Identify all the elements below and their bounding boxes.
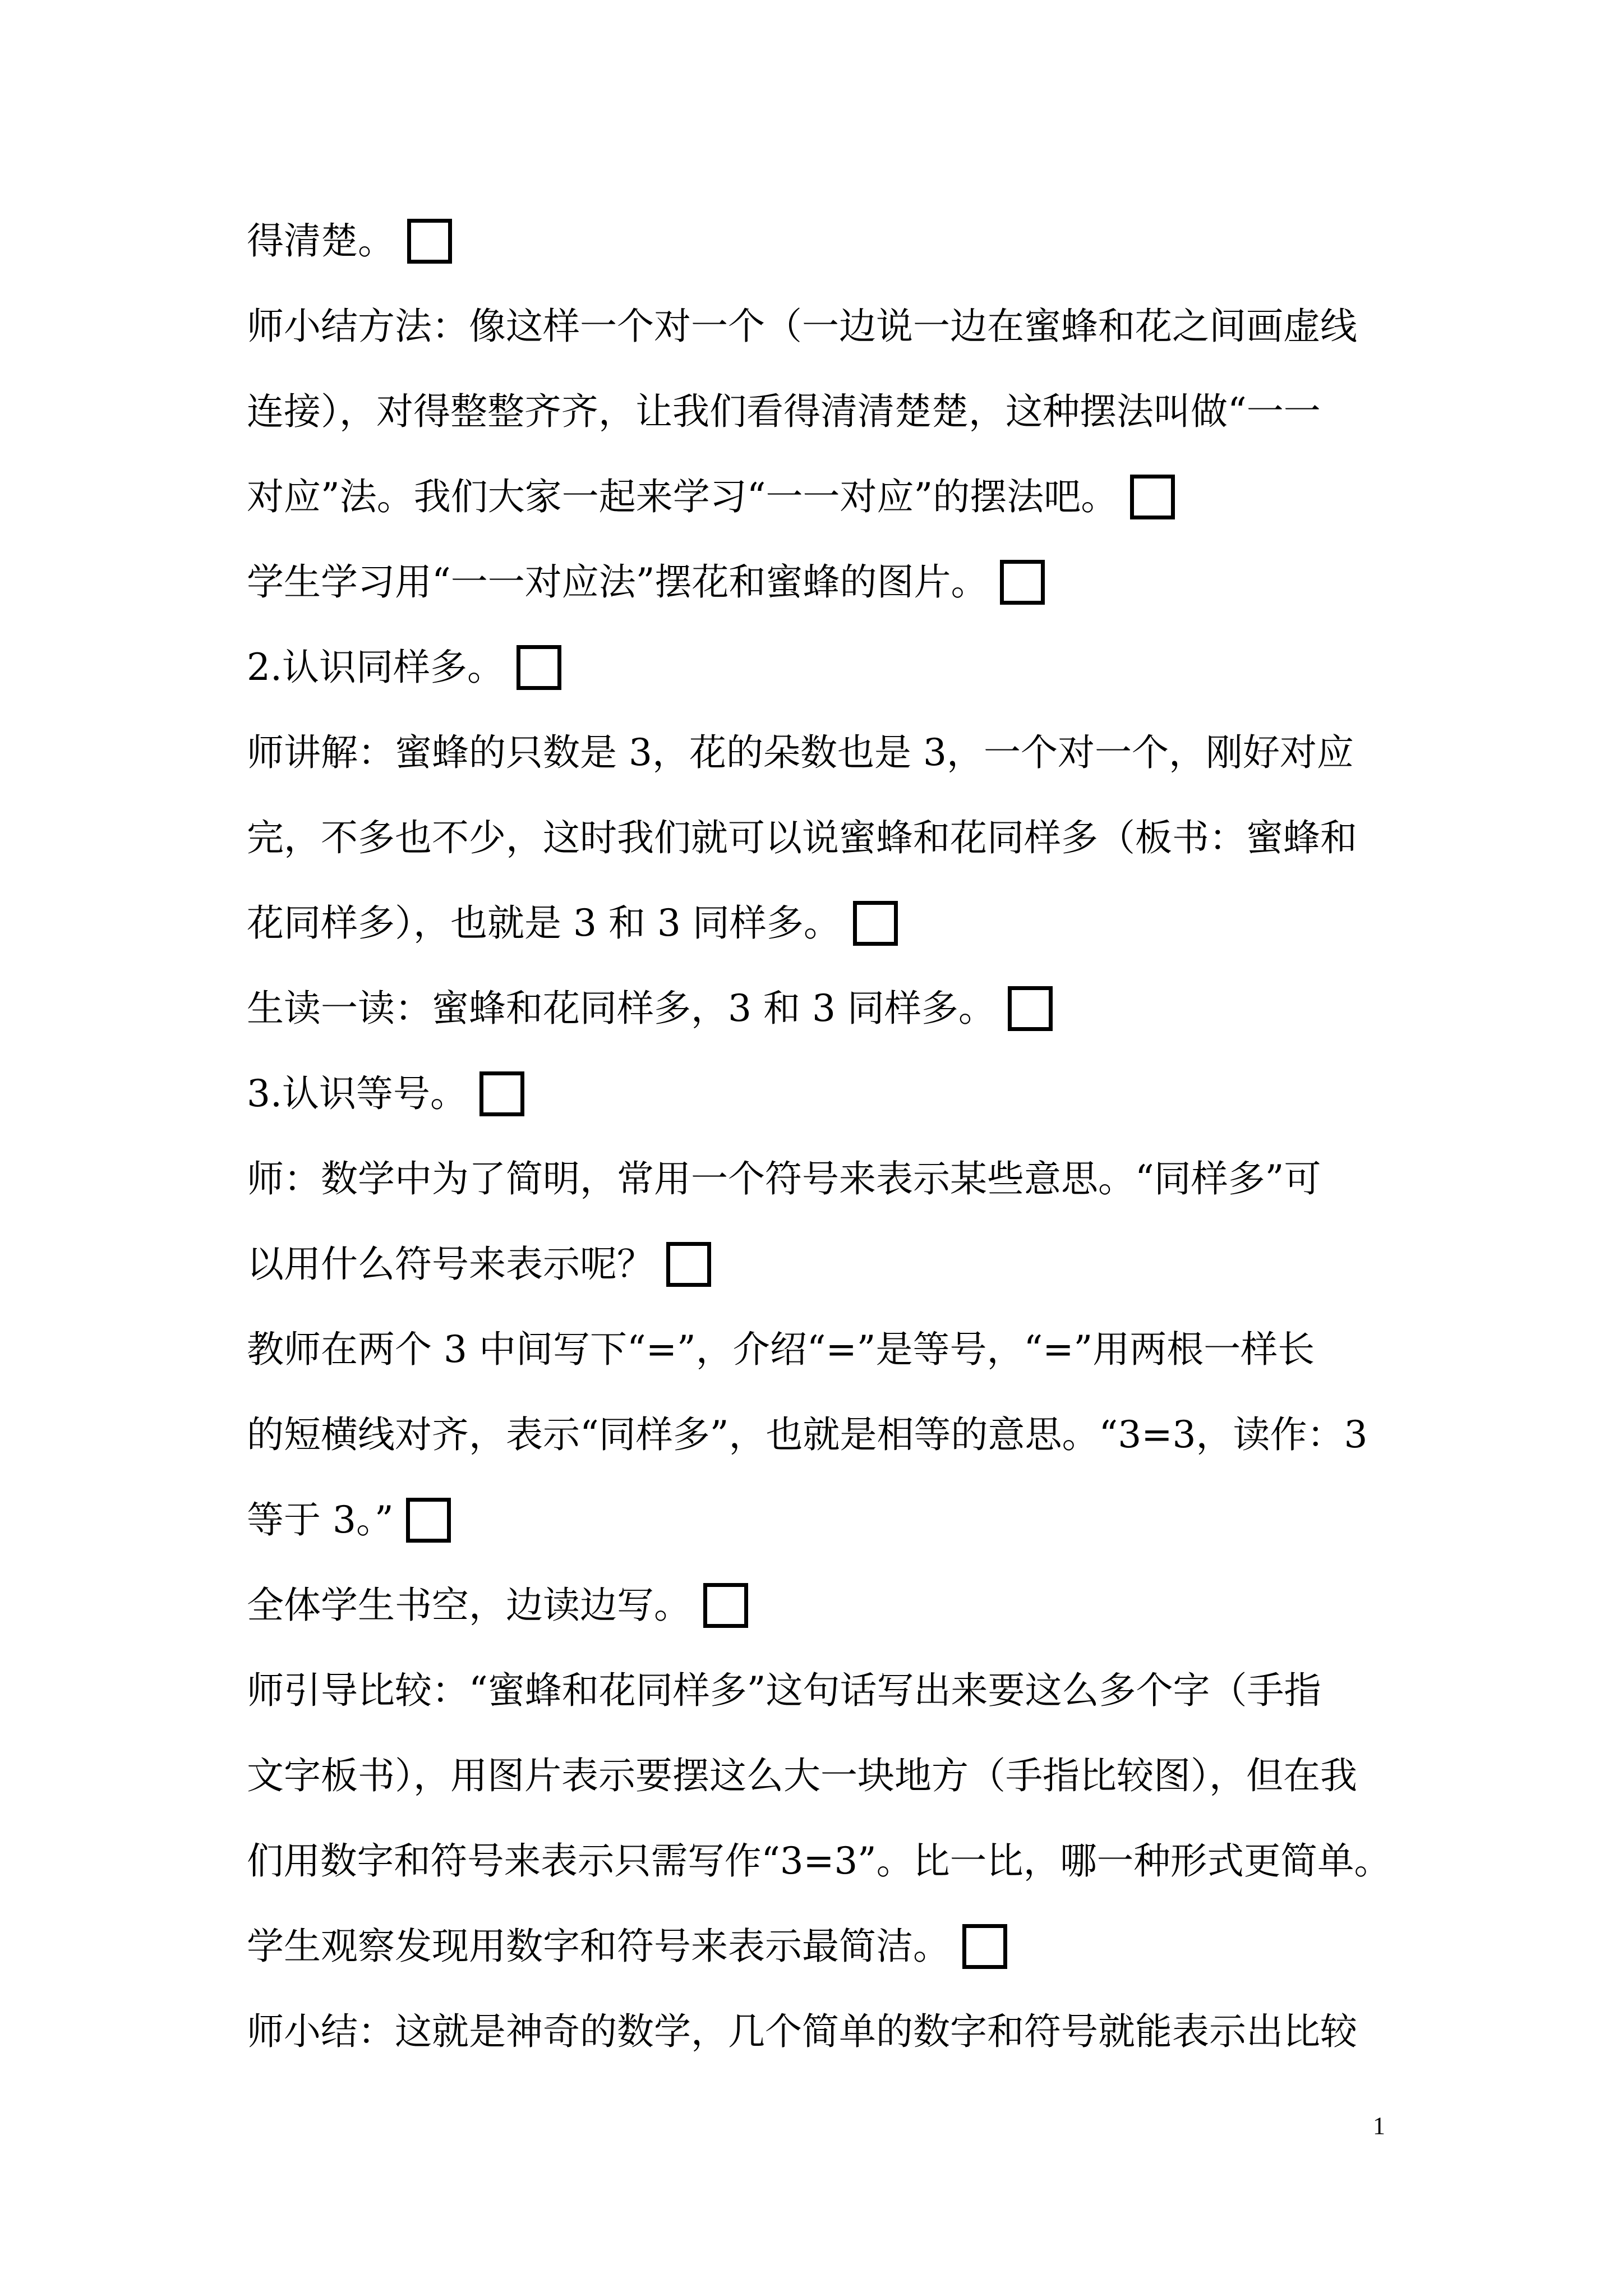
text-line [247,1663,1391,1719]
text-line [247,1151,1391,1207]
line-text: 师讲解：蜜蜂的只数是 3，花的朵数也是 3，一个对一个，刚好对应 [247,731,1354,774]
checkbox-square [517,645,561,690]
text-line [247,810,1391,866]
checkbox-square [1000,560,1045,605]
line-text: 师小结：这就是神奇的数学，几个简单的数字和符号就能表示出比较 [247,2010,1357,2053]
text-line [247,1066,1391,1122]
line-text: 师引导比较：“蜜蜂和花同样多”这句话写出来要这么多个字（手指 [247,1669,1321,1712]
line-text: 得清楚。 [247,219,395,263]
line-text: 等于 3。” [247,1498,394,1542]
line-text: 学生观察发现用数字和符号来表示最简洁。 [247,1925,950,1968]
text-line [247,1577,1391,1634]
text-line [247,2004,1391,2060]
text-line [247,298,1391,355]
line-text: 花同样多），也就是 3 和 3 同样多。 [247,901,841,945]
text-line [247,469,1391,525]
line-text: 2.认识同样多。 [247,646,504,689]
line-text: 学生学习用“一一对应法”摆花和蜜蜂的图片。 [247,560,988,604]
line-text: 全体学生书空，边读边写。 [247,1584,691,1627]
text-line [247,1322,1391,1378]
line-text: 以用什么符号来表示呢？ [247,1243,654,1286]
text-line [247,1918,1391,1975]
text-line [247,1407,1391,1463]
line-text: 3.认识等号。 [247,1072,467,1115]
line-text: 生读一读：蜜蜂和花同样多，3 和 3 同样多。 [247,987,995,1030]
text-line [247,384,1391,440]
text-line [247,554,1391,610]
line-text: 教师在两个 3 中间写下“=”，介绍“=”是等号，“=”用两根一样长 [247,1328,1315,1371]
checkbox-square [406,1498,451,1543]
checkbox-square [703,1583,748,1628]
text-line [247,1833,1391,1889]
text-line [247,1492,1391,1548]
checkbox-square [853,901,898,946]
page-number: 1 [1373,2112,1385,2139]
line-text: 对应”法。我们大家一起来学习“一一对应”的摆法吧。 [247,475,1118,518]
text-line [247,981,1391,1037]
text-line [247,895,1391,951]
text-line [247,725,1391,781]
text-line [247,1236,1391,1292]
line-text: 师：数学中为了简明，常用一个符号来表示某些意思。“同样多”可 [247,1157,1321,1200]
line-text: 完，不多也不少，这时我们就可以说蜜蜂和花同样多（板书：蜜蜂和 [247,816,1357,859]
checkbox-square [1130,475,1175,519]
line-text: 们用数字和符号来表示只需写作“3=3”。比一比，哪一种形式更简单。 [247,1839,1391,1883]
text-line [247,213,1391,269]
checkbox-square [479,1071,524,1116]
line-text: 师小结方法：像这样一个对一个（一边说一边在蜜蜂和花之间画虚线 [247,305,1357,348]
checkbox-square [407,219,452,264]
text-line [247,1748,1391,1804]
checkbox-square [1008,986,1053,1031]
checkbox-square [666,1242,711,1287]
checkbox-square [962,1924,1007,1969]
text-line [247,639,1391,696]
line-text: 文字板书），用图片表示要摆这么大一块地方（手指比较图），但在我 [247,1754,1357,1797]
line-text: 的短横线对齐，表示“同样多”，也就是相等的意思。“3=3，读作：3 [247,1413,1368,1456]
line-text: 连接），对得整整齐齐，让我们看得清清楚楚，这种摆法叫做“一一 [247,390,1321,433]
